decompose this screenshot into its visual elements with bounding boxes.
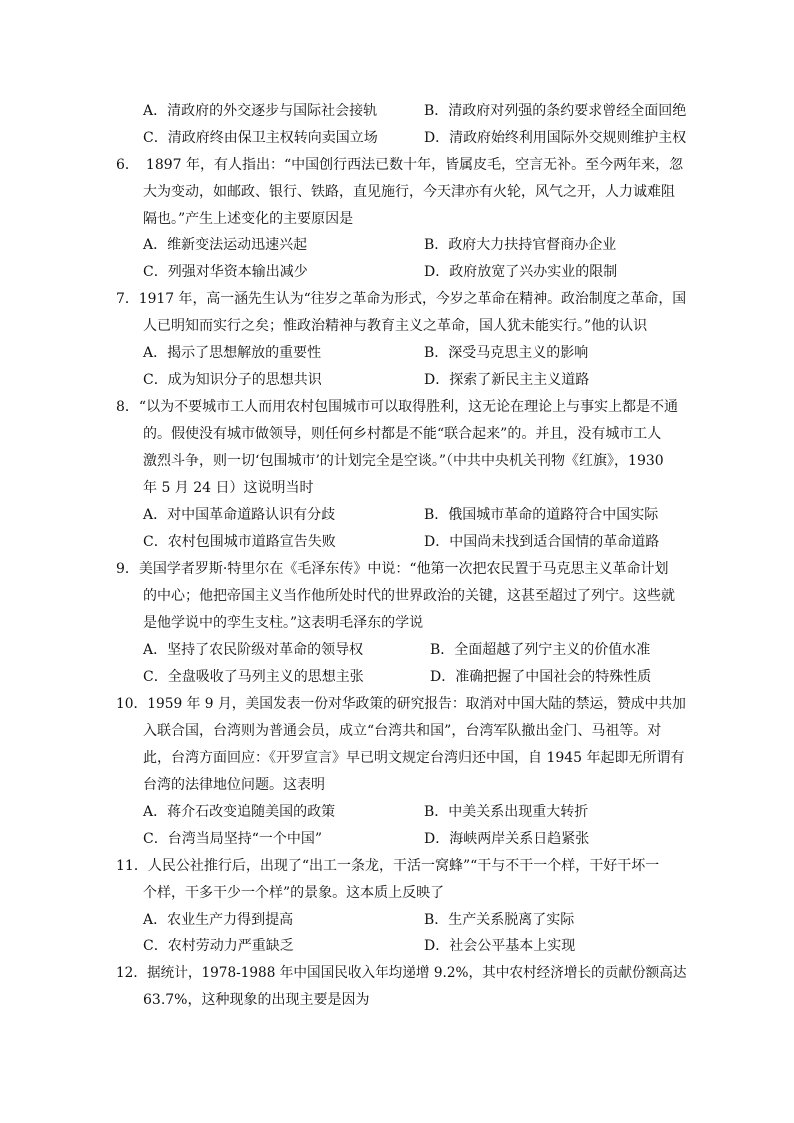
q8-option-c: C．农村包围城市道路宣告失败	[143, 534, 336, 550]
q8-stem-line-3: 激烈斗争，则一切‘包围城市’的计划完全是空谈。”（中共中央机关刊物《红旗》，1930	[143, 453, 664, 469]
q9-stem-line-2: 的中心；他把帝国主义当作他所处时代的世界政治的关键，这甚至超过了列宁。这些就	[143, 588, 675, 604]
q7-stem-line-2: 人已明知而实行之矣；惟政治精神与教育主义之革命，国人犹未能实行。”他的认识	[143, 318, 648, 334]
q8-option-d: D．中国尚未找到适合国情的革命道路	[424, 534, 660, 550]
q8-stem-line-1: 8．“以为不要城市工人而用农村包围城市可以取得胜利，这无论在理论上与事实上都是不通	[116, 399, 679, 415]
q11-stem-line-2: 个样，干多干少一个样”的景象。这本质上反映了	[143, 885, 445, 901]
q10-option-d: D．海峡两岸关系日趋紧张	[424, 831, 590, 847]
q5-option-d: D．清政府始终利用国际外交规则维护主权	[424, 130, 687, 146]
q7-option-a: A．揭示了思想解放的重要性	[143, 345, 322, 361]
q8-option-a: A．对中国革命道路认识有分歧	[143, 507, 336, 523]
q8-option-b: B．俄国城市革命的道路符合中国实际	[424, 507, 659, 523]
q11-option-b: B．生产关系脱离了实际	[424, 912, 575, 928]
q9-option-d: D．准确把握了中国社会的特殊性质	[430, 669, 652, 685]
q9-option-b: B．全面超越了列宁主义的价值水准	[430, 642, 651, 658]
q7-option-b: B．深受马克思主义的影响	[424, 345, 589, 361]
q10-stem-line-1: 10．1959 年 9 月，美国发表一份对华政策的研究报告：取消对中国大陆的禁运，赞成中共加	[116, 696, 686, 712]
q11-stem-line-1: 11．人民公社推行后，出现了“出工一条龙，干活一窝蜂”“干与不干一个样，干好干坏一	[116, 858, 660, 874]
q6-option-b: B．政府大力扶持官督商办企业	[424, 237, 617, 253]
q10-option-a: A．蒋介石改变追随美国的政策	[143, 804, 336, 820]
q7-stem-line-1: 7．1917 年，高一涵先生认为“往岁之革命为形式，今岁之革命在精神。政治制度之革命，国	[116, 291, 687, 307]
q6-stem-line-3: 隔也。”产生上述变化的主要原因是	[143, 211, 354, 227]
q6-option-a: A．维新变法运动迅速兴起	[143, 237, 308, 253]
q12-stem-line-1: 12．据统计，1978-1988 年中国国民收入年均递增 9.2%，其中农村经济增长的贡献份额高达	[116, 965, 687, 981]
q10-option-b: B．中美关系出现重大转折	[424, 804, 589, 820]
q6-stem-line-2: 大为变动，如邮政、银行、铁路，直见施行，今天津亦有火轮，风气之开，人力诚难阻	[143, 184, 675, 200]
q8-stem-line-2: 的。假使没有城市做领导，则任何乡村都是不能“联合起来”的。并且，没有城市工人	[143, 426, 662, 442]
q9-stem-line-1: 9．美国学者罗斯·特里尔在《毛泽东传》中说：“他第一次把农民置于马克思主义革命计划	[116, 561, 669, 577]
q10-stem-line-4: 台湾的法律地位问题。这表明	[143, 777, 325, 793]
q6-stem-line-1: 6． 1897 年，有人指出：“中国创行西法已数十年，皆属皮毛，空言无补。至今两年来，忽	[116, 157, 684, 173]
q11-option-a: A．农业生产力得到提高	[143, 912, 294, 928]
q5-option-b: B．清政府对列强的条约要求曾经全面回绝	[424, 103, 687, 119]
q9-stem-line-3: 是他学说中的孪生支柱。”这表明毛泽东的学说	[143, 615, 424, 631]
q10-option-c: C．台湾当局坚持“一个中国”	[143, 831, 323, 847]
q7-option-d: D．探索了新民主主义道路	[424, 372, 590, 388]
q6-option-c: C．列强对华资本输出减少	[143, 264, 308, 280]
q6-option-d: D．政府放宽了兴办实业的限制	[424, 264, 618, 280]
q9-option-a: A．坚持了农民阶级对革命的领导权	[143, 642, 364, 658]
q5-option-c: C．清政府终由保卫主权转向卖国立场	[143, 130, 378, 146]
q10-stem-line-3: 此，台湾方面回应：《开罗宣言》早已明文规定台湾归还中国，自 1945 年起即无所谓有	[143, 750, 685, 766]
q11-option-c: C．农村劳动力严重缺乏	[143, 938, 294, 954]
q10-stem-line-2: 入联合国，台湾则为普通会员，成立“台湾共和国”，台湾军队撤出金门、马祖等。对	[143, 723, 662, 739]
q5-option-a: A．清政府的外交逐步与国际社会接轨	[143, 103, 378, 119]
q9-option-c: C．全盘吸收了马列主义的思想主张	[143, 669, 364, 685]
q8-stem-line-4: 年 5 月 24 日）这说明当时	[143, 480, 314, 496]
q12-stem-line-2: 63.7%，这种现象的出现主要是因为	[143, 992, 370, 1008]
q7-option-c: C．成为知识分子的思想共识	[143, 372, 322, 388]
q11-option-d: D．社会公平基本上实现	[424, 938, 576, 954]
